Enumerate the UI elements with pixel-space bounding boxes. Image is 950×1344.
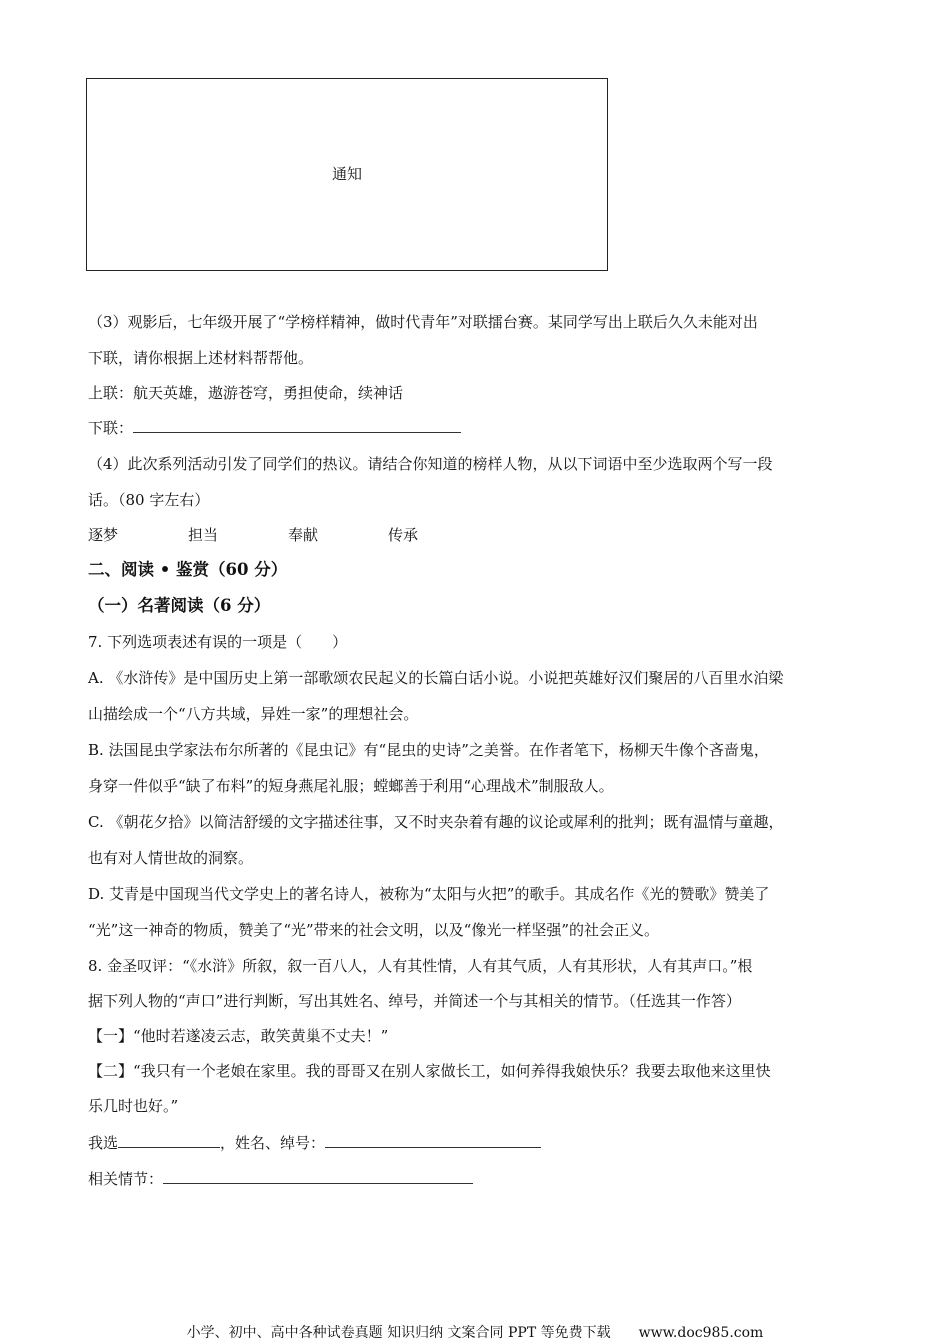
q8-option-2-line-1: 【二】“我只有一个老娘在家里。我的哥哥又在别人家做长工，如何养得我娘快乐？我要去取他来这里快 <box>88 1062 771 1080</box>
q7-stem: 7. 下列选项表述有误的一项是（ ） <box>88 633 348 651</box>
q8-choice-row <box>88 1133 541 1153</box>
q7-option-c-line-2: 也有对人情世故的洞察。 <box>88 849 254 867</box>
section-2-heading: 二、阅读 • 鉴赏（60 分） <box>88 560 288 579</box>
q7-option-a-line-1: A. 《水浒传》是中国历史上第一部歌颂农民起义的长篇白话小说。小说把英雄好汉们聚居的八百里水泊梁 <box>88 669 784 687</box>
page-footer: 小学、初中、高中各种试卷真题 知识归纳 文案合同 PPT 等免费下载 www.doc985.com <box>186 1325 764 1341</box>
plot-blank[interactable] <box>163 1169 473 1184</box>
name-label: ，姓名、绰号： <box>220 1134 326 1152</box>
q8-option-1: 【一】“他时若遂凌云志，敢笑黄巢不丈夫！” <box>88 1027 389 1045</box>
notice-title: 通知 <box>331 165 362 183</box>
q8-option-2-line-2: 乐几时也好。” <box>88 1097 179 1115</box>
q4-line-1: （4）此次系列活动引发了同学们的热议。请结合你知道的榜样人物，从以下词语中至少选取两个写一段 <box>88 455 773 473</box>
choice-blank[interactable] <box>118 1133 220 1148</box>
lower-couplet <box>88 418 461 438</box>
q3-line-1: （3）观影后，七年级开展了“学榜样精神，做时代青年”对联擂台赛。某同学写出上联后久久未能对出 <box>88 313 758 331</box>
subsection-1-heading: （一）名著阅读（6 分） <box>88 596 271 615</box>
q7-option-b-line-2: 身穿一件似乎“缺了布料”的短身燕尾礼服；螳螂善于利用“心理战术”制服敌人。 <box>88 777 614 795</box>
lower-couplet-answer-blank[interactable] <box>133 418 461 433</box>
q7-option-a-line-2: 山描绘成一个“八方共域，异姓一家”的理想社会。 <box>88 705 419 723</box>
q7-option-d-line-2: “光”这一神奇的物质，赞美了“光”带来的社会文明，以及“像光一样坚强”的社会正义。 <box>88 921 660 939</box>
word-option: 传承 <box>388 526 419 544</box>
word-option: 担当 <box>188 526 219 544</box>
q8-line-1: 8. 金圣叹评：“《水浒》所叙，叙一百八人，人有其性情，人有其气质，人有其形状，人有其声口。”根 <box>88 957 753 975</box>
word-option: 奉献 <box>288 526 319 544</box>
word-option: 逐梦 <box>88 526 119 544</box>
lower-couplet-label: 下联： <box>88 419 134 437</box>
q4-line-2: 话。（80 字左右） <box>88 491 210 509</box>
q7-option-c-line-1: C. 《朝花夕拾》以简洁舒缓的文字描述往事，又不时夹杂着有趣的议论或犀利的批判；既有温情与童趣， <box>88 813 784 831</box>
choose-label: 我选 <box>88 1134 119 1152</box>
notice-box <box>86 78 608 271</box>
q8-line-2: 据下列人物的“声口”进行判断，写出其姓名、绰号，并简述一个与其相关的情节。（任选其一作答） <box>88 992 741 1010</box>
plot-label: 相关情节： <box>88 1170 164 1188</box>
upper-couplet: 上联：航天英雄，遨游苍穹，勇担使命，续神话 <box>88 384 404 402</box>
name-nickname-blank[interactable] <box>325 1133 541 1148</box>
q7-option-d-line-1: D. 艾青是中国现当代文学史上的著名诗人，被称为“太阳与火把”的歌手。其成名作《光的赞歌》赞美了 <box>88 885 770 903</box>
q7-option-b-line-1: B. 法国昆虫学家法布尔所著的《昆虫记》有“昆虫的史诗”之美誉。在作者笔下，杨柳天牛像个吝啬鬼， <box>88 741 769 759</box>
q8-plot-row <box>88 1169 473 1189</box>
q3-line-2: 下联，请你根据上述材料帮帮他。 <box>88 349 314 367</box>
